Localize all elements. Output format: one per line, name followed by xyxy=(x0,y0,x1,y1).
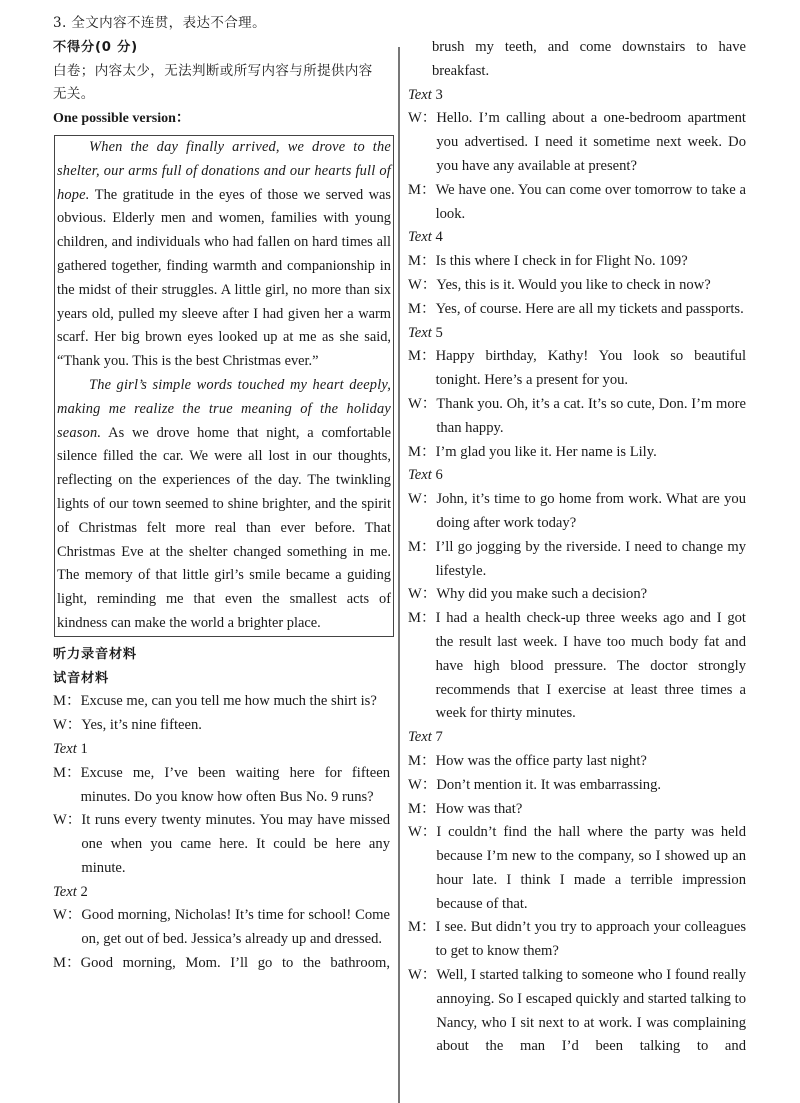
utterance: John, it’s time to go home from work. What are you doing after work today? xyxy=(436,491,746,531)
zero-score-desc-line2: 无关。 xyxy=(53,86,95,103)
utterance: I’m glad you like it. Her name is Lily. xyxy=(435,443,657,460)
text-label-number: 3 xyxy=(435,86,443,103)
utterance: Is this where I check in for Flight No. 109? xyxy=(435,253,688,270)
utterance: Thank you. Oh, it’s a cat. It’s so cute, Don. I’m more than happy. xyxy=(436,395,746,436)
text-label-number: 5 xyxy=(435,324,443,341)
speaker-label: M： xyxy=(53,693,81,710)
utterance: I see. But didn’t you try to approach your colleagues to get to know them? xyxy=(435,919,746,960)
utterance: Happy birthday, Kathy! You look so beautiful tonight. Here’s a present for you. xyxy=(435,348,746,389)
dialogue-turn xyxy=(408,607,746,726)
utterance: I couldn’t find the hall where the party was held because I’m new to the company, so I showed up an hour late. I think I made a terrible impression because of that. xyxy=(436,824,746,912)
zero-score-heading: 不得分(0 分) xyxy=(53,39,138,55)
speaker-label: M： xyxy=(408,919,436,936)
utterance: Why did you make such a decision? xyxy=(436,586,648,603)
dialogue-turn xyxy=(408,750,746,774)
dialogue-turn xyxy=(408,274,746,298)
utterance: Good morning, Mom. I’ll go to the bathroom, xyxy=(80,955,390,972)
utterance: Yes, of course. Here are all my tickets and passports. xyxy=(435,300,744,317)
utterance: We have one. You can come over tomorrow to take a look. xyxy=(435,181,746,222)
text-label-word: Text xyxy=(408,467,432,484)
text-label-number: 6 xyxy=(435,467,443,484)
listening-heading: 听力录音材料 xyxy=(53,646,137,662)
essay-p2-given-sentence: The girl’s simple words touched my heart deeply, making me realize the true meaning of the holiday season. xyxy=(57,376,391,441)
dialogue-turn xyxy=(408,536,746,584)
speaker-label: W： xyxy=(408,395,437,412)
text-label-word: Text xyxy=(408,86,432,103)
text-label-word: Text xyxy=(408,729,432,746)
text-6-label xyxy=(408,464,746,488)
trial-heading: 试音材料 xyxy=(53,670,109,686)
essay-paragraph-1 xyxy=(57,136,391,374)
text-label-number: 4 xyxy=(435,229,443,246)
dialogue-turn xyxy=(408,179,746,227)
right-column xyxy=(408,36,746,1059)
column-divider xyxy=(398,47,400,1103)
speaker-label: W： xyxy=(53,907,82,924)
utterance: Hello. I’m calling about a one-bedroom apartment you advertised. I need it sometime next week. Do you have any available at present? xyxy=(436,110,746,174)
speaker-label: M： xyxy=(53,764,81,781)
text-2-continuation: brush my teeth, and come downstairs to have breakfast. xyxy=(432,39,746,79)
text-5-label xyxy=(408,322,746,346)
listening-texts xyxy=(408,84,746,1060)
dialogue-turn xyxy=(53,809,390,880)
text-4-label xyxy=(408,226,746,250)
text-label-word: Text xyxy=(408,229,432,246)
dialogue-turn xyxy=(408,393,746,441)
speaker-label: W： xyxy=(408,824,437,841)
speaker-label: W： xyxy=(408,586,437,603)
text-3-label xyxy=(408,84,746,108)
sample-essay-box xyxy=(54,135,394,637)
dialogue-turn xyxy=(53,714,390,738)
utterance: I had a health check-up three weeks ago and I got the result last week. I have too much body fat and have high blood pressure. The doctor strongly recommends that I exercise at least three times a week for thirty minutes. xyxy=(435,610,746,722)
speaker-label: W： xyxy=(408,967,437,984)
dialogue-turn xyxy=(53,690,390,714)
text-1-label xyxy=(53,738,390,762)
utterance: Good morning, Nicholas! It’s time for school! Come on, get out of bed. Jessica’s already up and dressed. xyxy=(81,907,390,948)
dialogue-turn xyxy=(408,441,746,465)
speaker-label: M： xyxy=(408,610,436,627)
utterance: Yes, this is it. Would you like to check in now? xyxy=(436,276,711,293)
dialogue-turn xyxy=(408,964,746,1059)
scoring-criterion-3: 3. 全文内容不连贯，表达不合理。 xyxy=(53,15,266,31)
speaker-label: M： xyxy=(408,443,436,460)
speaker-label: W： xyxy=(408,491,437,508)
speaker-label: W： xyxy=(53,812,82,829)
utterance: I’ll go jogging by the riverside. I need to change my lifestyle. xyxy=(435,538,746,579)
text-2-label xyxy=(53,881,390,905)
essay-p2-body: As we drove home that night, a comfortable silence filled the car. We were all lost in our thoughts, reflecting on the experiences of the day. The twinkling lights of our town seemed to shine brighter, and the spirit of Christmas felt more real than ever before. That Christmas Eve at the shelter changed something in me. The memory of that little girl’s smile became a guiding light, reminding me that even the smallest acts of kindness can make the world a brighter place. xyxy=(57,424,391,631)
utterance: Well, I started talking to someone who I found really annoying. So I escaped quickly and started talking to Nancy, who I sit next to at work. I was complaining about the man I’d been talking to and xyxy=(436,967,746,1055)
utterance: How was that? xyxy=(435,800,523,817)
utterance: Excuse me, I’ve been waiting here for fifteen minutes. Do you know how often Bus No. 9 runs? xyxy=(80,764,390,805)
essay-paragraph-2 xyxy=(57,374,391,636)
dialogue-turn xyxy=(53,952,390,976)
dialogue-turn xyxy=(53,762,390,810)
zero-score-desc-line1: 白卷；内容太少，无法判断或所写内容与所提供内容 xyxy=(53,62,373,79)
text-label-number: 1 xyxy=(80,740,88,757)
utterance: It runs every twenty minutes. You may have missed one when you came here. It could be here any minute. xyxy=(81,812,390,876)
utterance: Don’t mention it. It was embarrassing. xyxy=(436,776,662,793)
text-7-label xyxy=(408,726,746,750)
essay-p1-body: The gratitude in the eyes of those we served was obvious. Elderly men and women, families with young children, and individuals who had fallen on hard times all gathered together, finding warmth and companionship in the midst of their struggles. A little girl, no more than six years old, pulled my sleeve after I had given her a warm scarf. Her big brown eyes looked up at me as she said, “Thank you. This is the best Christmas ever.” xyxy=(57,186,391,370)
utterance: Excuse me, can you tell me how much the shirt is? xyxy=(80,693,377,710)
essay-p1-given-sentence: When the day finally arrived, we drove to the shelter, our arms full of donations and our hearts full of hope. xyxy=(57,138,391,203)
sample-heading: One possible version： xyxy=(53,111,190,127)
text-label-word: Text xyxy=(53,883,77,900)
dialogue-turn xyxy=(408,583,746,607)
text-label-word: Text xyxy=(408,324,432,341)
text-label-number: 7 xyxy=(435,729,443,746)
dialogue-turn xyxy=(53,904,390,952)
dialogue-turn xyxy=(408,107,746,178)
utterance: Yes, it’s nine fifteen. xyxy=(81,717,202,734)
speaker-label: M： xyxy=(53,955,81,972)
dialogue-turn xyxy=(408,916,746,964)
dialogue-turn xyxy=(408,250,746,274)
speaker-label: W： xyxy=(408,776,437,793)
text-label-number: 2 xyxy=(80,883,88,900)
speaker-label: M： xyxy=(408,752,436,769)
speaker-label: M： xyxy=(408,253,436,270)
left-column xyxy=(53,12,390,976)
utterance: How was the office party last night? xyxy=(435,752,647,769)
speaker-label: M： xyxy=(408,348,436,365)
dialogue-turn xyxy=(408,298,746,322)
dialogue-turn xyxy=(408,774,746,798)
dialogue-turn xyxy=(408,821,746,916)
speaker-label: M： xyxy=(408,181,436,198)
speaker-label: W： xyxy=(408,276,437,293)
dialogue-turn xyxy=(408,488,746,536)
speaker-label: M： xyxy=(408,300,436,317)
dialogue-turn xyxy=(408,345,746,393)
speaker-label: M： xyxy=(408,800,436,817)
speaker-label: M： xyxy=(408,538,436,555)
speaker-label: W： xyxy=(408,110,437,127)
speaker-label: W： xyxy=(53,717,82,734)
text-label-word: Text xyxy=(53,740,77,757)
dialogue-turn xyxy=(408,798,746,822)
